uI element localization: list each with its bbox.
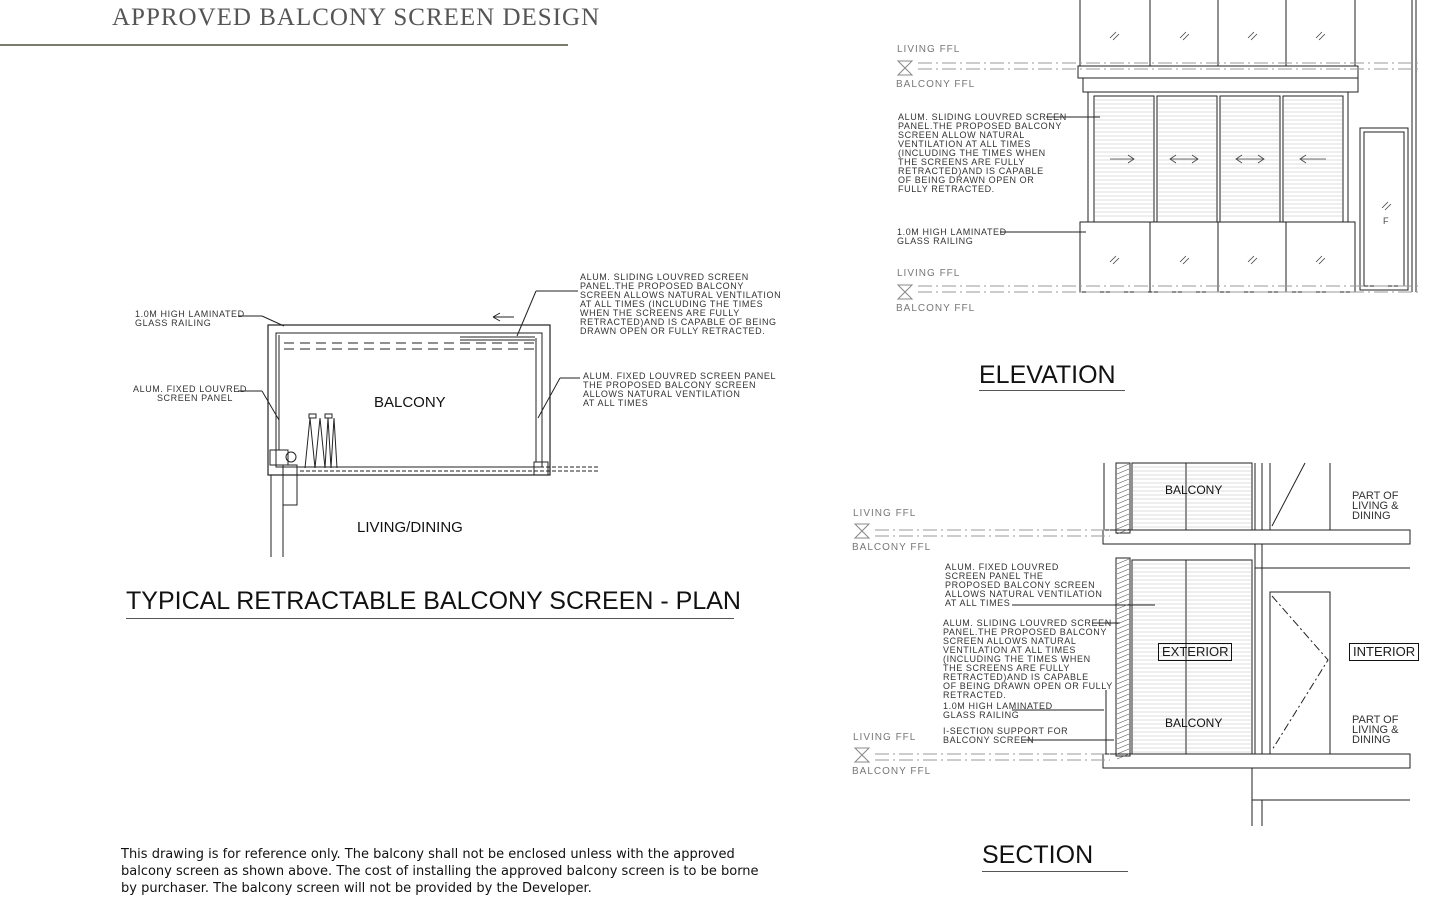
louvre-line: [1117, 694, 1129, 699]
plan-sliding-note: ALUM. SLIDING LOUVRED SCREEN PANEL.THE PROPOSED BALCONY SCREEN ALLOWS NATURAL VENTILATION AT ALL TIMES (INCLUDING THE TIMES WHEN THE SCREENS ARE FULLY RETRACTED)AND IS CAPABLE OF BEING DRAWN OPEN OR FULLY RETRACTED.: [580, 272, 782, 336]
louvre-line: [1117, 479, 1129, 484]
sect-railing-note: 1.0M HIGH LAMINATED GLASS RAILING: [943, 701, 1053, 720]
louvre-line: [1117, 494, 1129, 499]
plan-title: TYPICAL RETRACTABLE BALCONY SCREEN - PLAN: [126, 587, 741, 615]
louvre-line: [1117, 504, 1129, 509]
louvre-line: [1117, 724, 1129, 729]
louvre-line: [1117, 609, 1129, 614]
louvre-line: [1117, 644, 1129, 649]
louvre-line: [1117, 714, 1129, 719]
section-title: SECTION: [982, 841, 1094, 869]
louvre-line: [1117, 569, 1129, 574]
louvre-line: [1117, 744, 1129, 749]
sect-part-lower: PART OF LIVING & DINING: [1352, 714, 1399, 746]
louvre-line: [1117, 524, 1129, 529]
sect-living-ffl-top: LIVING FFL: [853, 508, 917, 519]
louvre-line: [1117, 649, 1129, 654]
louvre-line: [1117, 574, 1129, 579]
louvre-line: [1117, 659, 1129, 664]
louvre-line: [1117, 564, 1129, 569]
louvre-line: [1117, 704, 1129, 709]
plan-balcony-label: BALCONY: [374, 394, 446, 411]
sect-fixed-note: ALUM. FIXED LOUVRED SCREEN PANEL THE PROPOSED BALCONY SCREEN ALLOWS NATURAL VENTILATION AT ALL TIMES: [945, 562, 1103, 608]
louvre-line: [1117, 624, 1129, 629]
louvre-line: [1117, 509, 1129, 514]
louvre-line: [1117, 734, 1129, 739]
plan-fixed-left-note: ALUM. FIXED LOUVRED SCREEN PANEL: [133, 384, 247, 403]
louvre-line: [1117, 559, 1129, 564]
sect-living-ffl-bottom: LIVING FFL: [853, 732, 917, 743]
sect-part-upper: PART OF LIVING & DINING: [1352, 490, 1399, 522]
sect-balcony-upper: BALCONY: [1165, 483, 1223, 497]
plan-railing-note: 1.0M HIGH LAMINATED GLASS RAILING: [135, 309, 245, 328]
elev-balcony-ffl-top: BALCONY FFL: [896, 79, 976, 90]
louvre-line: [1117, 484, 1129, 489]
louvre-line: [1117, 629, 1129, 634]
section-title-rule: [982, 871, 1128, 872]
louvre-line: [1117, 674, 1129, 679]
louvre-line: [1117, 469, 1129, 474]
sect-balcony-lower: BALCONY: [1165, 716, 1223, 730]
louvre-line: [1117, 474, 1129, 479]
sect-isection-note: I-SECTION SUPPORT FOR BALCONY SCREEN: [943, 726, 1069, 745]
plan-fixed-right-note: ALUM. FIXED LOUVRED SCREEN PANEL THE PROPOSED BALCONY SCREEN ALLOWS NATURAL VENTILATION AT ALL TIMES: [583, 371, 777, 408]
elevation-title-rule: [979, 390, 1125, 391]
section-hatch: [1117, 464, 1129, 759]
louvre-line: [1117, 599, 1129, 604]
sect-exterior-label: EXTERIOR: [1158, 643, 1232, 661]
page-title: APPROVED BALCONY SCREEN DESIGN: [112, 4, 601, 31]
plan-drawing: [238, 291, 598, 557]
plan-title-rule: [126, 618, 734, 619]
elev-sliding-note: ALUM. SLIDING LOUVRED SCREEN PANEL.THE PROPOSED BALCONY SCREEN ALLOW NATURAL VENTILATION AT ALL TIMES (INCLUDING THE TIMES WHEN THE SCREENS ARE FULLY RETRACTED)AND IS CAPABLE OF BEING DRAWN OPEN OR FULLY RETRACTED.: [898, 112, 1067, 194]
louvre-line: [1117, 699, 1129, 704]
louvre-line: [1117, 749, 1129, 754]
plan-living-label: LIVING/DINING: [357, 519, 463, 536]
elev-railing-note: 1.0M HIGH LAMINATED GLASS RAILING: [897, 227, 1007, 246]
sect-interior-label: INTERIOR: [1349, 643, 1419, 661]
louvre-line: [1117, 614, 1129, 619]
louvre-line: [1117, 689, 1129, 694]
louvre-line: [1117, 639, 1129, 644]
louvre-line: [1117, 579, 1129, 584]
louvre-line: [1117, 719, 1129, 724]
louvre-line: [1117, 519, 1129, 524]
elev-door-mark: F: [1383, 216, 1389, 226]
louvre-line: [1117, 464, 1129, 469]
section-drawing: [855, 463, 1410, 826]
louvre-line: [1117, 594, 1129, 599]
louvre-line: [1117, 619, 1129, 624]
louvre-line: [1117, 729, 1129, 734]
elev-living-ffl-bottom: LIVING FFL: [897, 268, 961, 279]
section-louvres: [1133, 467, 1251, 752]
louvre-line: [1117, 654, 1129, 659]
louvre-line: [1117, 634, 1129, 639]
louvre-line: [1117, 684, 1129, 689]
louvre-line: [1117, 679, 1129, 684]
louvre-line: [1117, 584, 1129, 589]
louvre-line: [1117, 589, 1129, 594]
louvre-line: [1117, 489, 1129, 494]
sect-balcony-ffl-top: BALCONY FFL: [852, 542, 932, 553]
elev-balcony-ffl-bottom: BALCONY FFL: [896, 303, 976, 314]
louvre-line: [1117, 669, 1129, 674]
elevation-title: ELEVATION: [979, 361, 1116, 389]
louvre-line: [1117, 499, 1129, 504]
elev-living-ffl-top: LIVING FFL: [897, 44, 961, 55]
sect-balcony-ffl-bottom: BALCONY FFL: [852, 766, 932, 777]
sect-sliding-note: ALUM. SLIDING LOUVRED SCREEN PANEL.THE PROPOSED BALCONY SCREEN ALLOWS NATURAL VENTILATION AT ALL TIMES (INCLUDING THE TIMES WHEN THE SCREENS ARE FULLY RETRACTED)AND IS CAPABLE OF BEING DRAWN OPEN OR FULLY RETRACTED.: [943, 618, 1113, 700]
louvre-line: [1117, 664, 1129, 669]
disclaimer-text: This drawing is for reference only. The balcony shall not be enclosed unless with the approved balcony screen as shown above. The cost of installing the approved balcony screen is to be borne by purchaser. The balcony screen will not be provided by the Developer.: [121, 847, 759, 896]
louvre-line: [1117, 514, 1129, 519]
louvre-line: [1117, 739, 1129, 744]
louvre-line: [1117, 709, 1129, 714]
